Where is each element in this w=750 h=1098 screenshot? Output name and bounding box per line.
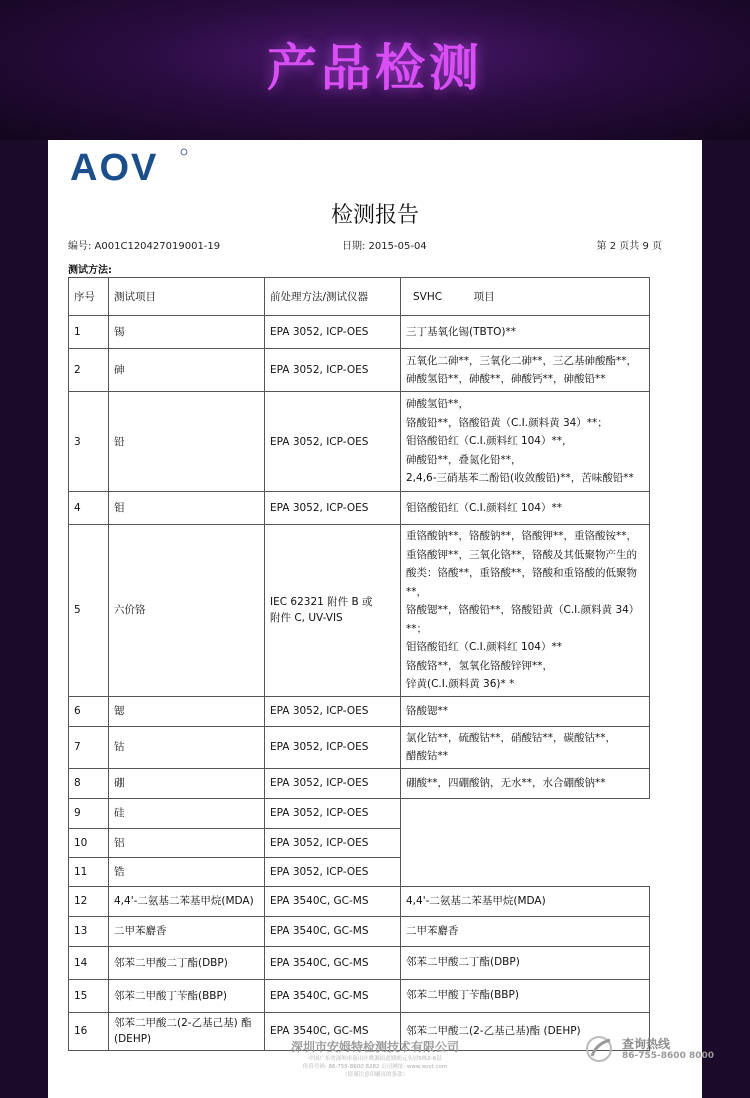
row-item: 锡 [109, 316, 265, 349]
table-row [69, 392, 650, 492]
hotline-number: 86-755-8600 8000 [622, 1051, 715, 1061]
footer-contact: 传真号码: 86-755-8600 8282 公司网址: www.aovt.com [302, 1064, 448, 1070]
table-row [69, 979, 650, 1012]
table-row [69, 798, 650, 828]
row-svhc: 二甲苯麝香 [401, 916, 650, 946]
table-row [69, 828, 650, 857]
table-row [69, 492, 650, 525]
row-seq: 9 [69, 798, 109, 828]
row-svhc: 钼铬酸铅红（C.I.颜料红 104）** [401, 492, 650, 525]
row-seq: 3 [69, 392, 109, 492]
table-body [69, 316, 650, 1051]
table-row [69, 349, 650, 392]
footer-company: 深圳市安姆特检测技术有限公司 [290, 1040, 459, 1054]
banner-title: 产品检测 [267, 39, 483, 97]
row-method: EPA 3052, ICP-OES [265, 316, 401, 349]
row-seq: 4 [69, 492, 109, 525]
row-method: EPA 3540C, GC-MS [265, 1012, 401, 1050]
row-svhc: 硼酸**，四硼酸钠，无水**，水合硼酸钠** [401, 768, 650, 798]
header-item: 测试项目 [109, 278, 265, 316]
table-row [69, 946, 650, 979]
row-seq: 8 [69, 768, 109, 798]
row-svhc: 邻苯二甲酸二丁酯(DBP) [401, 946, 650, 979]
page-banner [0, 0, 750, 140]
row-method: EPA 3052, ICP-OES [265, 828, 401, 857]
report-page [48, 140, 715, 1098]
row-item: 砷 [109, 349, 265, 392]
row-item: 二甲苯麝香 [109, 916, 265, 946]
report-number: 编号: A001C120427019001-19 [68, 241, 221, 252]
row-seq: 5 [69, 525, 109, 697]
row-method: EPA 3052, ICP-OES [265, 492, 401, 525]
hotline-label: 查询热线 [622, 1037, 671, 1051]
row-method: EPA 3540C, GC-MS [265, 916, 401, 946]
phone-icon [584, 1034, 618, 1064]
row-item: 铅 [109, 392, 265, 492]
header-method: 前处理方法/测试仪器 [265, 278, 401, 316]
row-item: 硅 [109, 798, 265, 828]
test-methods-table [68, 277, 650, 1051]
row-svhc: 邻苯二甲酸丁苄酯(BBP) [401, 979, 650, 1012]
row-svhc: 三丁基氧化锡(TBTO)** [401, 316, 650, 349]
table-row [69, 316, 650, 349]
row-seq: 12 [69, 886, 109, 916]
row-svhc: 重铬酸钠**，铬酸钠**，铬酸钾**，重铬酸铵**， 重铬酸钾**，三氧化铬**，铬酸及其低聚物产生的 酸类：铬酸**，重铬酸**，铬酸和重铬酸的低聚物**， 铬酸锶**，铬酸铅**，铬酸铅黄（C.I.颜料黄 34）**； 钼铬酸铅红（C.I.颜料红 104）** 铬酸铬**，氢氧化铬酸锌钾**， 锌黄(C.I.颜料黄 36)* * [401, 525, 650, 697]
footer-address: 中国广东省深圳市南山区桃源街道塘朗元头居5栋2-6层 [308, 1056, 442, 1062]
row-item: 钼 [109, 492, 265, 525]
row-svhc: 铬酸锶** [401, 696, 650, 726]
report-title: 检测报告 [330, 203, 419, 228]
row-svhc: 氯化钴**，硫酸钴**，硝酸钴**，碳酸钴**， 醋酸钴** [401, 726, 650, 768]
row-item: 硼 [109, 768, 265, 798]
table-row [69, 916, 650, 946]
svg-text:AOV: AOV [70, 148, 159, 184]
row-item: 锆 [109, 857, 265, 886]
row-method: EPA 3052, ICP-OES [265, 696, 401, 726]
row-method: EPA 3052, ICP-OES [265, 726, 401, 768]
row-item: 邻苯二甲酸二丁酯(DBP) [109, 946, 265, 979]
row-method: EPA 3052, ICP-OES [265, 349, 401, 392]
table-row [69, 886, 650, 916]
row-method: EPA 3540C, GC-MS [265, 946, 401, 979]
aov-logo [70, 148, 188, 184]
row-method: EPA 3052, ICP-OES [265, 768, 401, 798]
row-method: EPA 3052, ICP-OES [265, 392, 401, 492]
row-svhc: 4,4'-二氨基二苯基甲烷(MDA) [401, 886, 650, 916]
row-seq: 1 [69, 316, 109, 349]
page-indicator: 第 2 页共 9 页 [596, 241, 662, 252]
row-method: EPA 3052, ICP-OES [265, 857, 401, 886]
row-item: 4,4'-二氨基二苯基甲烷(MDA) [109, 886, 265, 916]
row-seq: 7 [69, 726, 109, 768]
row-svhc: 五氧化二砷**，三氧化二砷**，三乙基砷酸酯**， 砷酸氢铅**，砷酸**，砷酸钙**，砷酸铅** [401, 349, 650, 392]
row-seq: 16 [69, 1012, 109, 1050]
row-item: 锶 [109, 696, 265, 726]
row-item: 六价铬 [109, 525, 265, 697]
table-row [69, 768, 650, 798]
table-header-row [69, 278, 650, 316]
row-item: 钴 [109, 726, 265, 768]
footer-note: （请谨注意印刷页的条款） [341, 1072, 408, 1078]
row-svhc: 邻苯二甲酸二(2-乙基己基)酯 (DEHP) [401, 1012, 650, 1050]
row-item: 邻苯二甲酸丁苄酯(BBP) [109, 979, 265, 1012]
row-method: EPA 3540C, GC-MS [265, 886, 401, 916]
header-seq: 序号 [69, 278, 109, 316]
row-item: 邻苯二甲酸二(2-乙基己基) 酯 (DEHP) [109, 1012, 265, 1050]
table-row [69, 857, 650, 886]
row-seq: 13 [69, 916, 109, 946]
table-row [69, 696, 650, 726]
row-seq: 15 [69, 979, 109, 1012]
row-seq: 11 [69, 857, 109, 886]
row-seq: 6 [69, 696, 109, 726]
row-method: EPA 3540C, GC-MS [265, 979, 401, 1012]
section-label: 测试方法: [68, 265, 112, 276]
row-method: IEC 62321 附件 B 或 附件 C, UV-VIS [265, 525, 401, 697]
report-date: 日期: 2015-05-04 [342, 241, 427, 252]
row-svhc: 砷酸氢铅**， 铬酸铅**，铬酸铅黄（C.I.颜料黄 34）**； 钼铬酸铅红（C.I.颜料红 104）**， 砷酸铅**，叠氮化铅**， 2,4,6-三硝基苯二酚铅(收敛酸铅)**，苦味酸铅** [401, 392, 650, 492]
table-row [69, 726, 650, 768]
row-seq: 10 [69, 828, 109, 857]
hotline [584, 1030, 715, 1066]
row-seq: 14 [69, 946, 109, 979]
header-svhc: SVHC 项目 [401, 278, 650, 316]
row-item: 铝 [109, 828, 265, 857]
table-row [69, 525, 650, 697]
row-method: EPA 3052, ICP-OES [265, 798, 401, 828]
row-seq: 2 [69, 349, 109, 392]
